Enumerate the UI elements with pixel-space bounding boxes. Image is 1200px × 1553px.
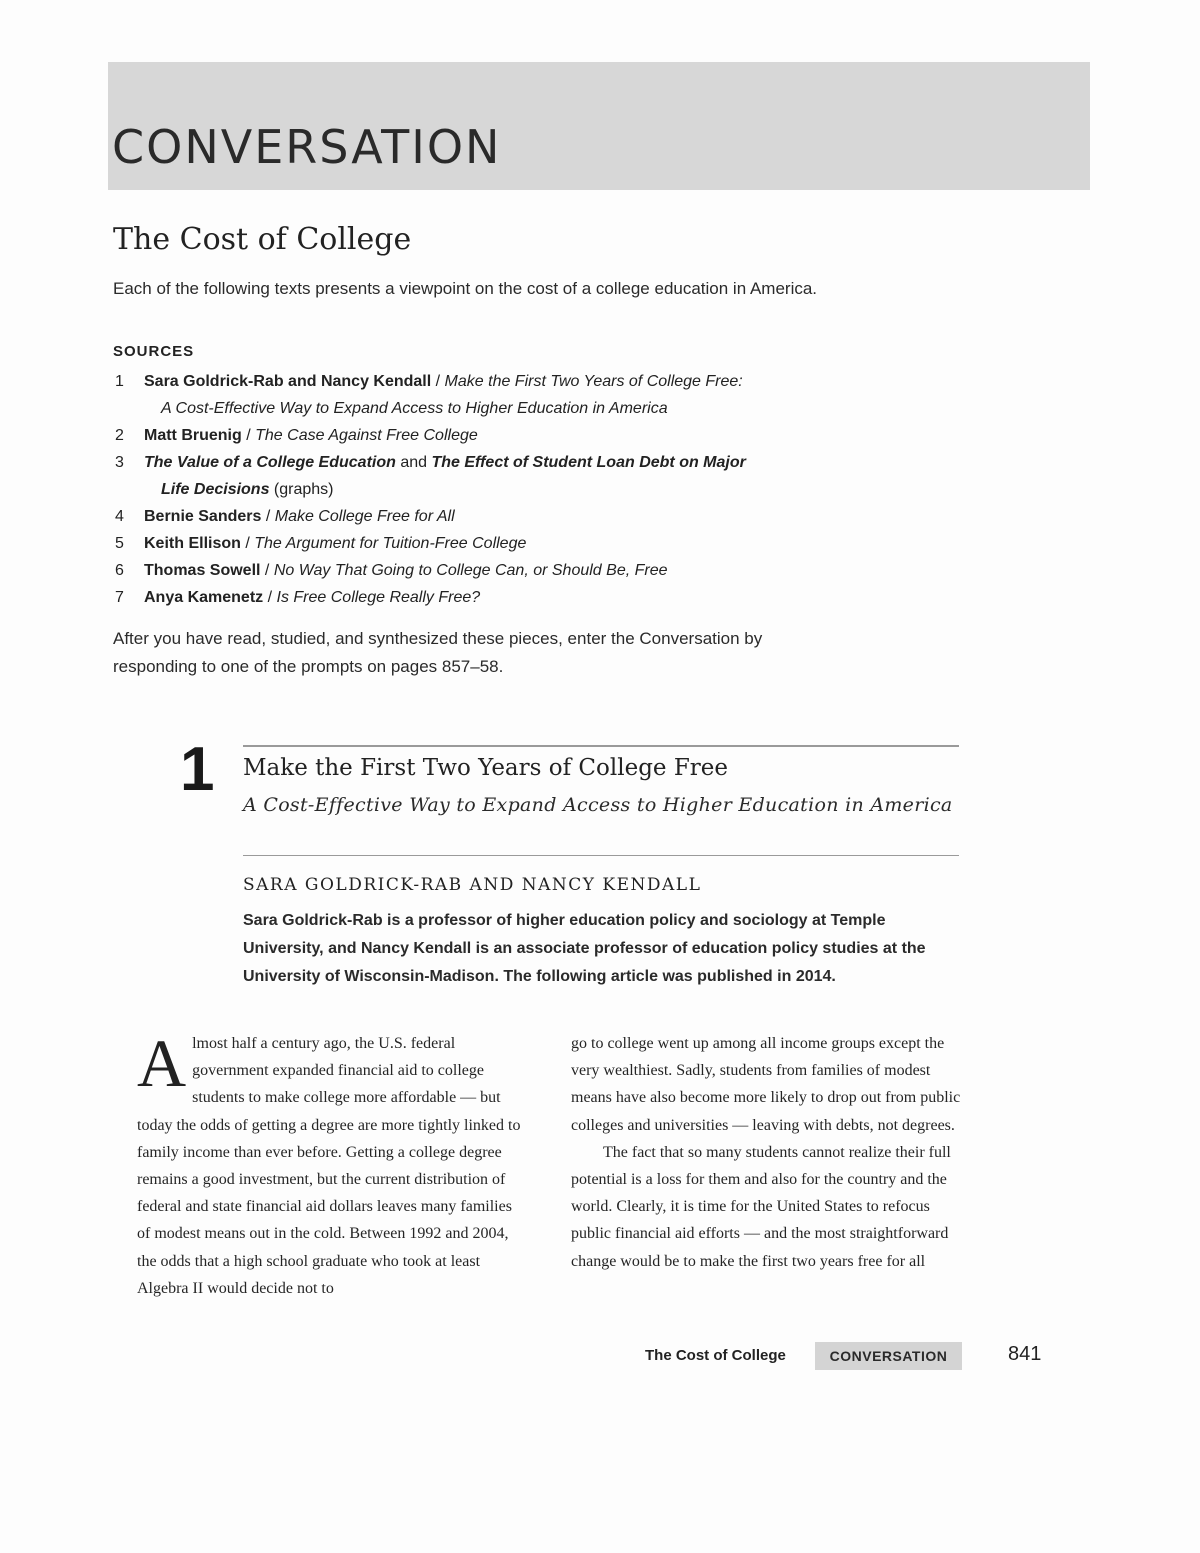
source-separator: / [260,562,274,579]
reading-title: Make the First Two Years of College Free [243,755,729,781]
page-title: The Cost of College [113,222,412,257]
source-item [113,503,833,530]
reading-authors: SARA GOLDRICK-RAB AND NANCY KENDALL [243,875,702,895]
source-author: Sara Goldrick-Rab and Nancy Kendall [144,373,432,390]
source-title: Make College Free for All [274,508,455,525]
page-number: 841 [1008,1343,1042,1365]
source-conjunction: and [395,454,432,471]
banner-title: CONVERSATION [112,120,502,174]
body-paragraph: go to college went up among all income groups except the very wealthiest. Sadly, students from families of modest means have also become more likely to drop out from public colleges and universities — leaving with debts, not degrees. [571,1035,961,1134]
source-separator: / [263,589,277,606]
body-column-left [137,1025,525,1302]
source-author: Bernie Sanders [144,508,262,525]
source-item [113,368,833,422]
source-number: 7 [115,589,124,606]
source-title: The Case Against Free College [255,427,478,444]
author-bio: Sara Goldrick-Rab is a professor of higher education policy and sociology at Temple University, and Nancy Kendall is an associate professor of education policy studies at the University of Wisconsin-Madison. The following article was published in 2014. [243,912,926,985]
source-author: Matt Bruenig [144,427,242,444]
divider [243,745,959,747]
source-note: (graphs) [269,481,334,498]
source-author: Anya Kamenetz [144,589,264,606]
reading-number: 1 [180,735,215,804]
body-paragraph: The fact that so many students cannot realize their full potential is a loss for them and also for the country and the world. Clearly, it is time for the United States to refocus public financial aid efforts — and the most straightforward change would be to make the first two years free for all [571,1143,951,1270]
sources-list [113,368,833,611]
source-title: No Way That Going to College Can, or Should Be, Free [273,562,668,579]
source-number: 6 [115,562,124,579]
source-title-continued: A Cost-Effective Way to Expand Access to Higher Education in America [161,400,668,417]
source-item [113,584,833,611]
source-title: Make the First Two Years of College Free: [444,373,743,390]
body-paragraph: lmost half a century ago, the U.S. federal government expanded financial aid to college students to make college more affordable — but today the odds of getting a degree are more tightly linked to family income than ever before. Getting a college degree remains a good investment, but the current distribution of federal and state financial aid dollars leaves many families of modest means out in the cold. Between 1992 and 2004, the odds that a high school graduate who took at least Algebra II would decide not to [137,1035,521,1297]
source-title: The Effect of Student Loan Debt on Major [431,454,746,471]
source-item [113,449,833,503]
source-separator: / [261,508,275,525]
divider [243,855,959,856]
source-title-continued: Life Decisions [161,481,270,498]
drop-cap: A [137,1025,187,1101]
source-number: 5 [115,535,124,552]
source-separator: / [241,427,256,444]
source-item [113,422,833,449]
sources-heading: SOURCES [113,343,195,360]
source-number: 2 [115,427,124,444]
source-number: 1 [115,373,124,390]
source-separator: / [240,535,255,552]
footer-running-title: The Cost of College [645,1347,786,1364]
intro-text: Each of the following texts presents a viewpoint on the cost of a college education in America. [113,279,818,298]
source-author: Thomas Sowell [144,562,261,579]
source-author: Keith Ellison [144,535,241,552]
source-number: 4 [115,508,124,525]
body-column-right [571,1030,963,1275]
chapter-banner [108,62,1090,190]
reading-subtitle: A Cost-Effective Way to Expand Access to Higher Education in America [243,794,953,816]
outro-text: After you have read, studied, and synthesized these pieces, enter the Conversation by responding to one of the prompts on pages 857–58. [113,629,763,676]
source-title: Is Free College Really Free? [276,589,481,606]
source-number: 3 [115,454,124,471]
source-item [113,530,833,557]
source-title: The Value of a College Education [144,454,396,471]
source-title-continued-line [144,476,833,503]
source-separator: / [431,373,445,390]
source-item [113,557,833,584]
source-title: The Argument for Tuition-Free College [254,535,527,552]
footer-section-tag: CONVERSATION [815,1342,962,1370]
